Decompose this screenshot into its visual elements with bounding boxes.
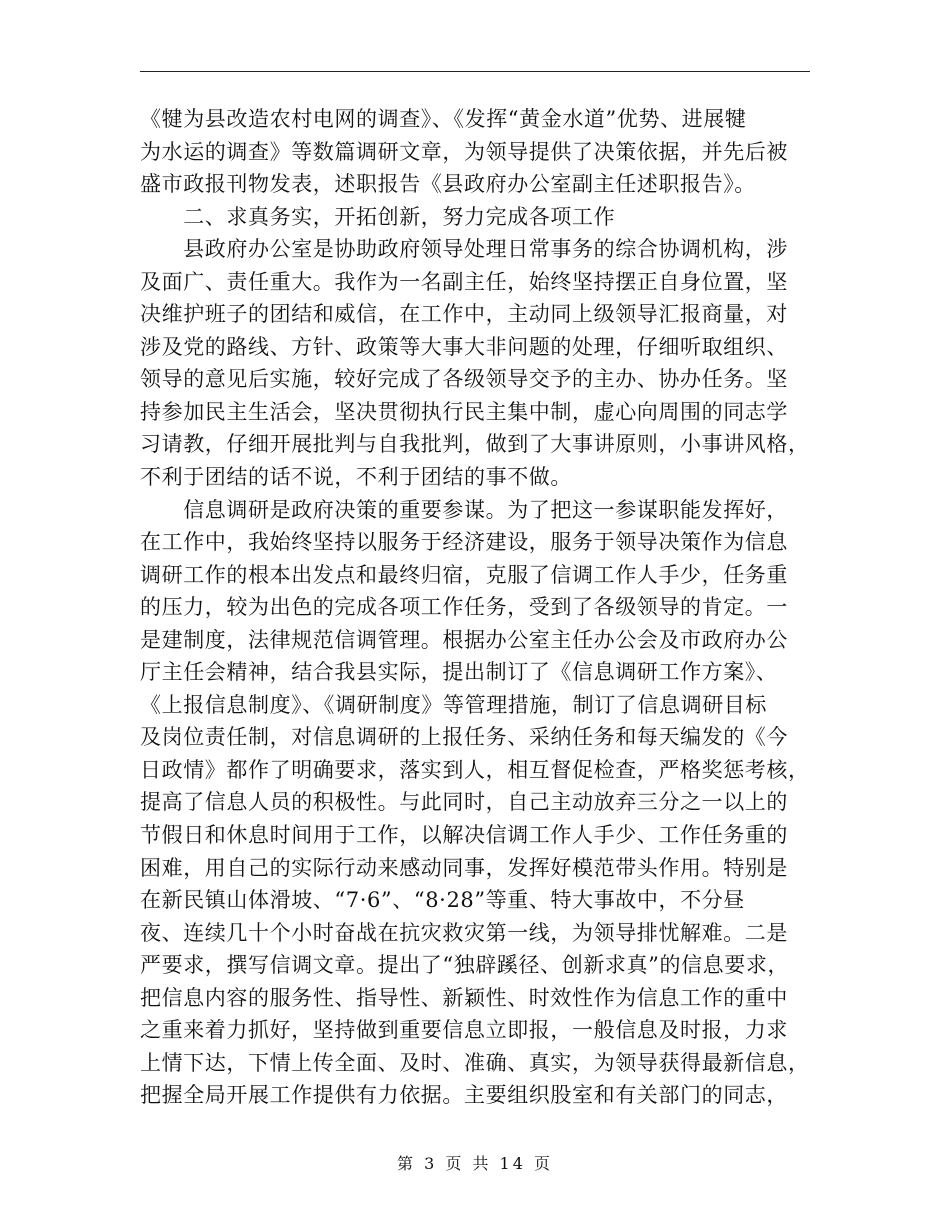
text-line: 的压力，较为出色的完成各项工作任务，受到了各级领导的肯定。一 <box>140 595 788 620</box>
text-line: 严要求，撰写信调文章。提出了“独辟蹊径、创新求真”的信息要求， <box>140 953 790 978</box>
body-text <box>140 103 820 1112</box>
text-line: 决维护班子的团结和威信，在工作中，主动同上级领导汇报商量，对 <box>140 302 788 327</box>
text-line: 节假日和休息时间用于工作，以解决信调工作人手少、工作任务重的 <box>140 823 788 848</box>
text-line: 及岗位责任制，对信息调研的上报任务、采纳任务和每天编发的《今 <box>140 725 788 750</box>
text-line: 日政情》都作了明确要求，落实到人，相互督促检查，严格奖惩考核， <box>140 757 810 782</box>
header-rule <box>140 71 810 72</box>
text-line: 把信息内容的服务性、指导性、新颖性、时效性作为信息工作的重中 <box>140 985 788 1010</box>
text-line: 把握全局开展工作提供有力依据。主要组织股室和有关部门的同志， <box>140 1083 788 1108</box>
text-line: 领导的意见后实施，较好完成了各级领导交予的主办、协办任务。坚 <box>140 367 788 392</box>
text-line: 调研工作的根本出发点和最终归宿，克服了信调工作人手少，任务重 <box>140 562 788 587</box>
text-line: 信息调研是政府决策的重要参谋。为了把这一参谋职能发挥好， <box>140 497 788 522</box>
text-line: 《上报信息制度》、《调研制度》等管理措施，制订了信息调研目标 <box>140 692 767 717</box>
text-line: 及面广、责任重大。我作为一名副主任，始终坚持摆正自身位置，坚 <box>140 269 788 294</box>
text-line: 提高了信息人员的积极性。与此同时，自己主动放弃三分之一以上的 <box>140 790 788 815</box>
text-line: 在新民镇山体滑坡、“7·6”、“8·28”等重、特大事故中，不分昼 <box>140 888 745 913</box>
text-line: 夜、连续几十个小时奋战在抗灾救灾第一线，为领导排忧解难。二是 <box>140 920 788 945</box>
text-line: 习请教，仔细开展批判与自我批判，做到了大事讲原则，小事讲风格， <box>140 432 810 457</box>
text-line: 盛市政报刊物发表，述职报告《县政府办公室副主任述职报告》。 <box>140 172 756 197</box>
text-line: 《犍为县改造农村电网的调查》、《发挥“黄金水道”优势、进展犍 <box>140 107 747 131</box>
text-line: 持参加民主生活会，坚决贯彻执行民主集中制，虚心向周围的同志学 <box>140 399 788 424</box>
text-line: 困难，用自己的实际行动来感动同事，发挥好模范带头作用。特别是 <box>140 855 788 880</box>
text-line: 之重来着力抓好，坚持做到重要信息立即报，一般信息及时报，力求 <box>140 1018 788 1043</box>
text-line: 不利于团结的话不说，不利于团结的事不做。 <box>140 465 572 490</box>
page-footer: 第 3 页 共 14 页 <box>397 1154 553 1173</box>
text-line: 是建制度，法律规范信调管理。根据办公室主任办公会及市政府办公 <box>140 627 788 652</box>
text-line: 二、求真务实，开拓创新，努力完成各项工作 <box>140 204 616 229</box>
text-line: 在工作中，我始终坚持以服务于经济建设，服务于领导决策作为信息 <box>140 530 788 555</box>
text-line: 为水运的调查》等数篇调研文章，为领导提供了决策依据，并先后被 <box>140 139 788 164</box>
text-line: 上情下达，下情上传全面、及时、准确、真实，为领导获得最新信息， <box>140 1050 810 1075</box>
text-line: 涉及党的路线、方针、政策等大事大非问题的处理，仔细听取组织、 <box>140 334 788 359</box>
text-line: 县政府办公室是协助政府领导处理日常事务的综合协调机构，涉 <box>140 237 788 262</box>
text-line: 厅主任会精神，结合我县实际，提出制订了《信息调研工作方案》、 <box>140 660 778 685</box>
